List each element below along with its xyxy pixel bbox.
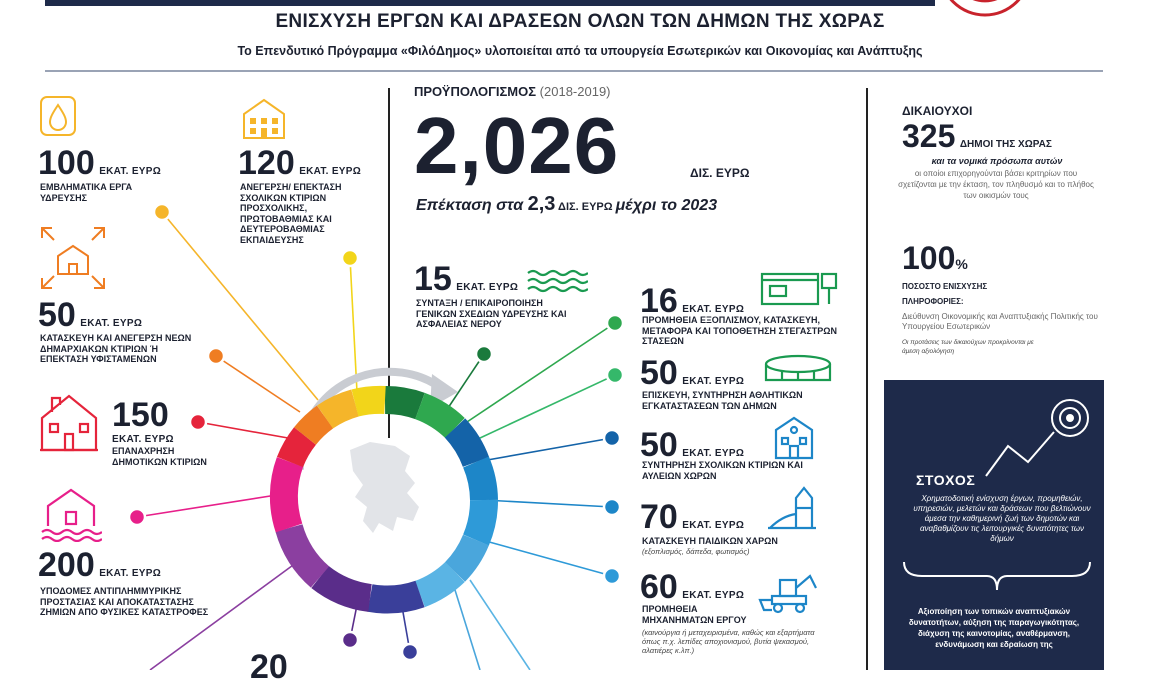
budget-extension — [416, 193, 717, 216]
item-amount: 50 — [640, 426, 678, 464]
ext-post: μέχρι το 2023 — [615, 197, 718, 214]
budget-label — [414, 84, 611, 99]
right-item — [640, 428, 744, 462]
budget-amount: 2,026 — [414, 101, 620, 190]
item-amount: 16 — [640, 282, 678, 320]
info-label: ΠΛΗΡΟΦΟΡΙΕΣ: — [902, 297, 964, 306]
funding-percent: 100 — [902, 240, 956, 276]
item-unit: ΕΚΑΤ. ΕΥΡΩ — [80, 318, 143, 329]
funding-label: ΠΟΣΟΣΤΟ ΕΝΙΣΧΥΣΗΣ — [902, 282, 988, 291]
item-amount: 70 — [640, 498, 678, 536]
item-amount: 60 — [640, 568, 678, 606]
info-text: Διεύθυνση Οικονομικής και Αναπτυξιακής Πολιτικής του Υπουργείου Εσωτερικών — [902, 312, 1098, 331]
item-amount: 150 — [112, 396, 169, 434]
right-item — [640, 570, 744, 604]
left-item — [250, 650, 288, 684]
flood-house-icon — [40, 486, 102, 542]
funding-percent-row — [902, 240, 968, 277]
item-note: (καινούργια ή μεταχειρισμένα, καθώς και εξαρτήματα όπως π.χ. λεπίδες αποχιονισμού, βυτία ψεκασμού, αλατιέρες κ.λπ.) — [642, 628, 815, 655]
item-amount: 120 — [238, 144, 295, 182]
item-description: ΣΥΝΤΗΡΗΣΗ ΣΧΟΛΙΚΩΝ ΚΤΙΡΙΩΝ ΚΑΙ ΑΥΛΕΙΩΝ ΧΩΡΩΝ — [642, 460, 803, 481]
item-unit: ΕΚΑΤ. ΕΥΡΩ — [99, 568, 162, 579]
item-description: ΕΠΑΝΑΧΡΗΣΗ ΔΗΜΟΤΙΚΩΝ ΚΤΙΡΙΩΝ — [112, 446, 207, 467]
item-amount: 15 — [414, 260, 452, 298]
funding-note: Οι προτάσεις των δικαιούχων προκρίνονται με άμεση αξιολόγηση — [902, 339, 1034, 355]
item-description: ΕΜΒΛΗΜΑΤΙΚΑ ΕΡΓΑ ΥΔΡΕΥΣΗΣ — [40, 182, 133, 203]
middle-item — [414, 262, 518, 296]
water-waves-icon — [526, 268, 588, 294]
excavator-icon — [758, 570, 818, 614]
left-item — [238, 146, 361, 180]
ext-pre: Επέκταση στα — [416, 197, 528, 214]
brace-icon — [902, 560, 1092, 594]
item-amount: 20 — [250, 648, 288, 686]
left-item — [38, 548, 161, 582]
right-item — [640, 284, 744, 318]
page-title: ΕΝΙΣΧΥΣΗ ΕΡΓΩΝ ΚΑΙ ΔΡΑΣΕΩΝ ΟΛΩΝ ΤΩΝ ΔΗΜΩΝ ΤΗΣ ΧΩΡΑΣ — [275, 11, 885, 32]
right-item — [640, 500, 744, 534]
ext-amount: 2,3 — [527, 193, 556, 215]
ext-unit: ΔΙΣ. ΕΥΡΩ — [555, 201, 616, 213]
bus-stop-icon — [760, 270, 838, 306]
item-unit: ΕΚΑΤ. ΕΥΡΩ — [112, 434, 174, 445]
item-unit: ΕΚΑΤ. ΕΥΡΩ — [299, 166, 362, 177]
item-description: ΣΥΝΤΑΞΗ / ΕΠΙΚΑΙΡΟΠΟΙΗΣΗ ΓΕΝΙΚΩΝ ΣΧΕΔΙΩΝ ΥΔΡΕΥΣΗΣ ΚΑΙ ΑΣΦΑΛΕΙΑΣ ΝΕΡΟΥ — [416, 298, 567, 329]
school-icon — [240, 96, 288, 140]
beneficiaries-count-desc: ΔΗΜΟΙ ΤΗΣ ΧΩΡΑΣ — [959, 139, 1052, 150]
item-amount: 200 — [38, 546, 95, 584]
left-item — [38, 298, 142, 332]
item-unit: ΕΚΑΤ. ΕΥΡΩ — [682, 520, 745, 531]
item-amount: 100 — [38, 144, 95, 182]
page-subtitle: Το Επενδυτικό Πρόγραμμα «ΦιλόΔημος» υλοποιείται από τα υπουργεία Εσωτερικών και Οικονομίας και Ανάπτυξης — [237, 44, 923, 58]
budget-unit: ΔΙΣ. ΕΥΡΩ — [690, 166, 750, 180]
item-unit: ΕΚΑΤ. ΕΥΡΩ — [682, 304, 745, 315]
stadium-icon — [762, 352, 834, 384]
funding-percent-sign: % — [955, 256, 968, 272]
item-unit: ΕΚΑΤ. ΕΥΡΩ — [456, 282, 519, 293]
beneficiaries-count-row — [902, 118, 1052, 155]
item-amount: 50 — [38, 296, 76, 334]
item-description: ΕΠΙΣΚΕΥΗ, ΣΥΝΤΗΡΗΣΗ ΑΘΛΗΤΙΚΩΝ ΕΓΚΑΤΑΣΤΑΣΕΩΝ ΤΩΝ ΔΗΜΩΝ — [642, 390, 803, 411]
item-amount: 50 — [640, 354, 678, 392]
item-description: ΚΑΤΑΣΚΕΥΗ ΠΑΙΔΙΚΩΝ ΧΑΡΩΝ — [642, 536, 778, 546]
right-item — [640, 356, 744, 390]
left-item — [38, 146, 161, 180]
item-description: ΚΑΤΑΣΚΕΥΗ ΚΑΙ ΑΝΕΓΕΡΣΗ ΝΕΩΝ ΔΗΜΑΡΧΙΑΚΩΝ ΚΤΙΡΙΩΝ Ή ΕΠΕΚΤΑΣΗ ΥΦΙΣΤΑΜΕΝΩΝ — [40, 333, 192, 364]
item-description: ΠΡΟΜΗΘΕΙΑ ΕΞΟΠΛΙΣΜΟΥ, ΚΑΤΑΣΚΕΥΗ, ΜΕΤΑΦΟΡΑ ΚΑΙ ΤΟΠΟΘΕΤΗΣΗ ΣΤΕΓΑΣΤΡΩΝ ΣΤΑΣΕΩΝ — [642, 315, 837, 346]
item-unit: ΕΚΑΤ. ΕΥΡΩ — [682, 448, 745, 459]
item-description: ΑΝΕΓΕΡΣΗ/ ΕΠΕΚΤΑΣΗ ΣΧΟΛΙΚΩΝ ΚΤΙΡΙΩΝ ΠΡΟΣΧΟΛΙΚΗΣ, ΠΡΩΤΟΒΑΘΜΙΑΣ ΚΑΙ ΔΕΥΤΕΡΟΒΑΘΜΙΑΣ ΕΚΠΑΙΔΕΥΣΗΣ — [240, 182, 342, 245]
target-chart-icon — [984, 396, 1094, 486]
goal-bold-text: Αξιοποίηση των τοπικών αναπτυξιακών δυνατοτήτων, αύξηση της παραγωγικότητας, διάχυση της καινοτομίας, αναθέρμανση, ενδυνάμωση και εδραίωση της — [908, 607, 1080, 649]
item-description: ΠΡΟΜΗΘΕΙΑ ΜΗΧΑΝΗΜΑΤΩΝ ΕΡΓΟΥ — [642, 604, 747, 625]
school-building-icon — [772, 414, 816, 460]
playground-icon — [766, 484, 818, 530]
house-icon — [38, 392, 100, 454]
beneficiaries-text: οι οποίοι επιχορηγούνται βάσει κριτηρίων που σχετίζονται με την έκταση, τον πληθυσμό και το πλήθος των οικισμών τους — [898, 169, 1094, 200]
goal-title: ΣΤΟΧΟΣ — [916, 472, 976, 488]
goal-text: Χρηματοδοτική ενίσχυση έργων, προμηθειών, υπηρεσιών, μελετών και δράσεων που βελτιώνουν άμεσα την καθημερινή ζωή των δημοτών και αναβαθμίζουν τις λειτουργικές δυνατότητες των δήμων — [913, 494, 1091, 543]
beneficiaries-count: 325 — [902, 118, 956, 154]
item-unit: ΕΚΑΤ. ΕΥΡΩ — [682, 590, 745, 601]
beneficiaries-sub: και τα νομικά πρόσωπα αυτών — [931, 156, 1063, 166]
expand-building-icon — [40, 226, 106, 290]
item-unit: ΕΚΑΤ. ΕΥΡΩ — [682, 376, 745, 387]
budget-years: (2018-2019) — [539, 84, 611, 99]
item-note: (εξοπλισμός, δάπεδα, φωτισμός) — [642, 547, 750, 556]
beneficiaries-label: ΔΙΚΑΙΟΥΧΟΙ — [902, 104, 973, 118]
water-drop-icon — [40, 96, 76, 136]
item-description: ΥΠΟΔΟΜΕΣ ΑΝΤΙΠΛΗΜΜΥΡΙΚΗΣ ΠΡΟΣΤΑΣΙΑΣ ΚΑΙ ΑΠΟΚΑΤΑΣΤΑΣΗΣ ΖΗΜΙΩΝ ΑΠΟ ΦΥΣΙΚΕΣ ΚΑΤΑΣΤΡΟΦΕΣ — [40, 586, 209, 617]
budget-label-text: ΠΡΟΫΠΟΛΟΓΙΣΜΟΣ — [414, 84, 537, 99]
item-unit: ΕΚΑΤ. ΕΥΡΩ — [99, 166, 162, 177]
left-item — [112, 398, 169, 432]
